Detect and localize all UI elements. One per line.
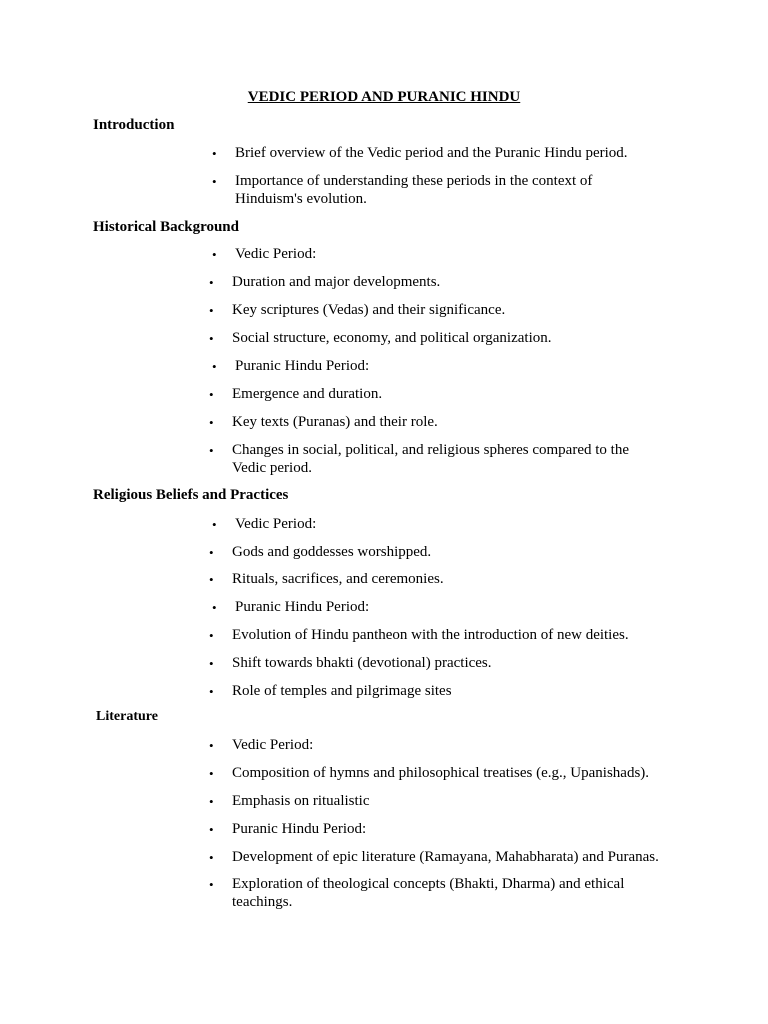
document-title: VEDIC PERIOD AND PURANIC HINDU (247, 89, 521, 105)
bullet: • (212, 600, 217, 615)
list-item-text: Key scriptures (Vedas) and their significance. (232, 302, 506, 318)
bullet: • (212, 517, 217, 532)
list-item-text: Role of temples and pilgrimage sites (232, 683, 452, 699)
list-item-text: Exploration of theological concepts (Bhakti, Dharma) and ethical teachings. (232, 876, 625, 910)
list-item-text: Shift towards bhakti (devotional) practices. (232, 655, 492, 671)
section-heading-historical-background: Historical Background (93, 219, 239, 235)
list-item-text: Emergence and duration. (232, 386, 383, 402)
list-item-text: Composition of hymns and philosophical treatises (e.g., Upanishads). (232, 765, 650, 781)
bullet: • (209, 822, 214, 837)
list-item (0, 875, 768, 911)
list-item-text: Puranic Hindu Period: (232, 821, 367, 837)
list-item-text: Changes in social, political, and religious spheres compared to the Vedic period. (232, 442, 629, 476)
bullet: • (209, 275, 214, 290)
section-heading-literature: Literature (96, 709, 158, 724)
list-item (0, 172, 768, 208)
bullet: • (209, 415, 214, 430)
list-item-text: Gods and goddesses worshipped. (232, 544, 432, 560)
list-item-text: Vedic Period: (235, 516, 317, 532)
bullet: • (209, 766, 214, 781)
bullet: • (209, 684, 214, 699)
bullet: • (209, 656, 214, 671)
list-item-text: Importance of understanding these periods in the context of Hinduism's evolution. (235, 173, 593, 207)
bullet: • (209, 387, 214, 402)
bullet: • (212, 174, 217, 189)
section-heading-introduction: Introduction (93, 117, 175, 133)
list-item-text: Rituals, sacrifices, and ceremonies. (232, 571, 444, 587)
list-item-text: Vedic Period: (235, 246, 317, 262)
list-item-text: Puranic Hindu Period: (235, 358, 370, 374)
list-item (0, 441, 768, 477)
bullet: • (212, 146, 217, 161)
bullet: • (209, 572, 214, 587)
bullet: • (212, 359, 217, 374)
bullet: • (209, 794, 214, 809)
list-item-text: Duration and major developments. (232, 274, 441, 290)
bullet: • (209, 628, 214, 643)
bullet: • (212, 247, 217, 262)
bullet: • (209, 443, 214, 458)
list-item-text: Key texts (Puranas) and their role. (232, 414, 438, 430)
bullet: • (209, 303, 214, 318)
list-item-text: Social structure, economy, and political organization. (232, 330, 552, 346)
list-item-text: Development of epic literature (Ramayana, Mahabharata) and Puranas. (232, 849, 659, 865)
bullet: • (209, 331, 214, 346)
bullet: • (209, 850, 214, 865)
section-heading-religious-beliefs: Religious Beliefs and Practices (93, 487, 289, 503)
list-item-text: Puranic Hindu Period: (235, 599, 370, 615)
bullet: • (209, 738, 214, 753)
list-item-text: Brief overview of the Vedic period and the Puranic Hindu period. (235, 145, 628, 161)
list-item-text: Vedic Period: (232, 737, 314, 753)
list-item-text: Emphasis on ritualistic (232, 793, 370, 809)
bullet: • (209, 877, 214, 892)
bullet: • (209, 545, 214, 560)
list-item-text: Evolution of Hindu pantheon with the introduction of new deities. (232, 627, 629, 643)
